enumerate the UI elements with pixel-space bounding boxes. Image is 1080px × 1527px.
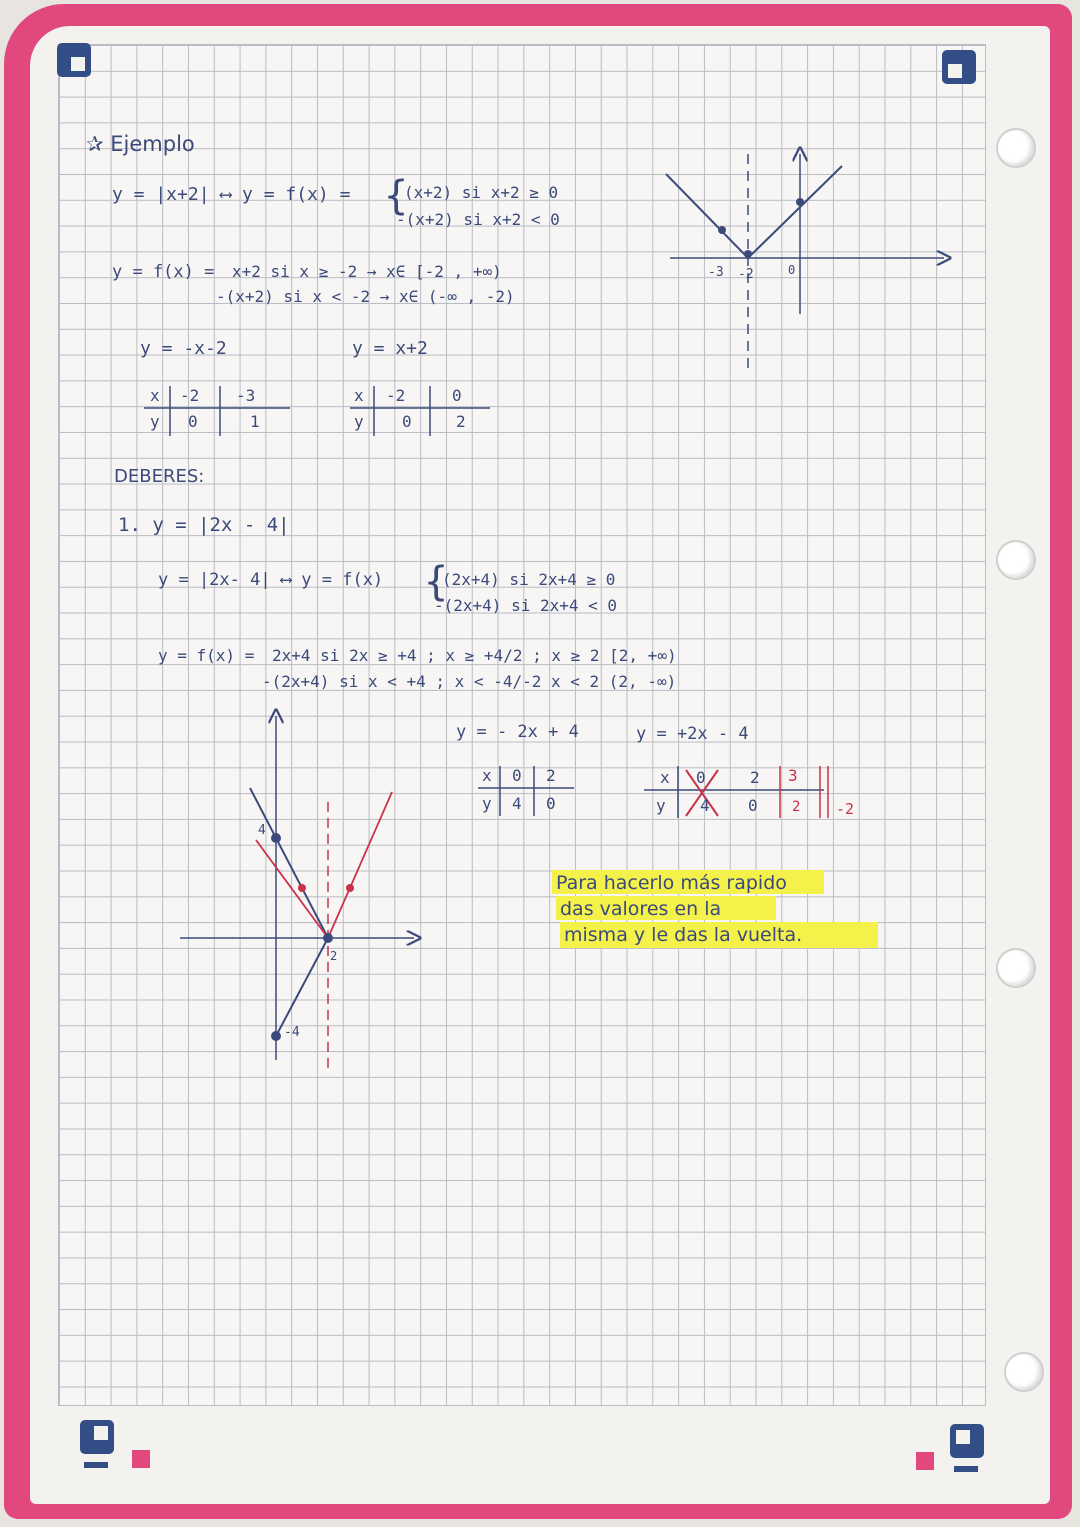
example-case1-a: (x+2) si x+2 ≥ 0 [404, 183, 559, 202]
table-cell: 1 [250, 412, 260, 431]
tick-label: 2 [330, 949, 338, 963]
corner-square-right [916, 1452, 934, 1470]
note-line: Para hacerlo más rapido [556, 872, 787, 894]
table-cell: 2 [456, 412, 466, 431]
corner-dash-left [84, 1462, 108, 1468]
line-2x-minus-4 [276, 938, 328, 1036]
note-line: misma y le das la vuelta. [564, 924, 803, 946]
homework-line2-lhs: y = f(x) = [158, 646, 255, 665]
point [744, 250, 752, 258]
table-y-label: y [354, 412, 364, 431]
table-cell: 0 [696, 768, 706, 787]
example-case2-b: -(x+2) si x < -2 → x∈ (-∞ , -2) [216, 287, 515, 306]
table-cell: 2 [792, 799, 801, 815]
example-line2-lhs: y = f(x) = [112, 262, 215, 282]
homework-case1-a: (2x+4) si 2x+4 ≥ 0 [442, 570, 616, 589]
brace-1: { [384, 173, 409, 219]
point [271, 1031, 281, 1041]
corner-mark-top-left [57, 43, 91, 77]
table-y-label: y [482, 794, 492, 813]
table-x-label: x [660, 768, 670, 787]
table-cell: 3 [788, 766, 798, 785]
brace-2: { [424, 559, 449, 605]
homework-item: 1. y = |2x - 4| [118, 514, 290, 536]
binder-hole-2 [996, 540, 1036, 580]
table-cell: 2 [750, 768, 760, 787]
tick-label: 0 [788, 263, 796, 277]
table-cell: 0 [452, 386, 462, 405]
table-y-label: y [150, 412, 160, 431]
corner-mark-bottom-left [80, 1420, 114, 1454]
homework-heading: DEBERES: [114, 466, 205, 487]
table-x-label: x [482, 766, 492, 785]
tick-label: -2 [738, 267, 754, 282]
homework-graph [176, 706, 436, 1072]
line-neg-2x-plus-4 [250, 788, 328, 938]
table-cell: 0 [402, 412, 412, 431]
homework-line1-lhs: y = |2x- 4| ⟷ y = f(x) [158, 570, 384, 590]
table-cell: 2 [546, 766, 556, 785]
tick-label: -4 [284, 1025, 300, 1040]
table-cell: 0 [748, 796, 758, 815]
table-x-label: x [354, 386, 364, 405]
homework-eq-left: y = - 2x + 4 [456, 722, 579, 742]
table-cell: 0 [546, 794, 556, 813]
table-lines [140, 384, 300, 440]
example-eq-left: y = -x-2 [140, 338, 227, 359]
table-cell: 0 [512, 766, 522, 785]
homework-case2-b: -(2x+4) si x < +4 ; x < -4/-2 x < 2 (2, -∞) [262, 672, 677, 691]
corner-mark-top-right [942, 50, 976, 84]
homework-eq-right: y = +2x - 4 [636, 724, 749, 744]
binder-hole-1 [996, 128, 1036, 168]
point [796, 198, 804, 206]
tick-label: -3 [708, 265, 724, 280]
example-line1-lhs: y = |x+2| ⟷ y = f(x) = [112, 184, 351, 205]
abs-value-graph [666, 166, 842, 258]
note-line: das valores en la [560, 898, 722, 920]
point [346, 884, 354, 892]
corner-dash-right [954, 1466, 978, 1472]
table-cell: -3 [236, 386, 256, 405]
table-lines [346, 384, 496, 440]
binder-hole-3 [996, 948, 1036, 988]
table-cell: -2 [386, 386, 406, 405]
table-cell: 4 [512, 794, 522, 813]
example-case1-b: -(x+2) si x+2 < 0 [396, 210, 560, 229]
table-side-note: -2 [836, 800, 855, 818]
binder-hole-4 [1004, 1352, 1044, 1392]
corner-mark-bottom-right [950, 1424, 984, 1458]
table-x-label: x [150, 386, 160, 405]
example-case2-a: x+2 si x ≥ -2 → x∈ [-2 , +∞) [232, 262, 502, 281]
table-cell: 0 [188, 412, 198, 431]
table-cell: 4 [700, 796, 710, 815]
point [323, 933, 333, 943]
example-eq-right: y = x+2 [352, 338, 428, 359]
table-y-label: y [656, 796, 666, 815]
table-cell: -2 [180, 386, 200, 405]
tick-label: 4 [258, 823, 266, 838]
homework-case1-b: -(2x+4) si 2x+4 < 0 [434, 596, 618, 615]
corner-square-left [132, 1450, 150, 1468]
example-graph [660, 140, 960, 380]
homework-case2-a: 2x+4 si 2x ≥ +4 ; x ≥ +4/2 ; x ≥ 2 [2, +∞) [272, 646, 677, 665]
point [298, 884, 306, 892]
point [718, 226, 726, 234]
point [271, 833, 281, 843]
example-heading: ✰ Ejemplo [86, 132, 195, 156]
